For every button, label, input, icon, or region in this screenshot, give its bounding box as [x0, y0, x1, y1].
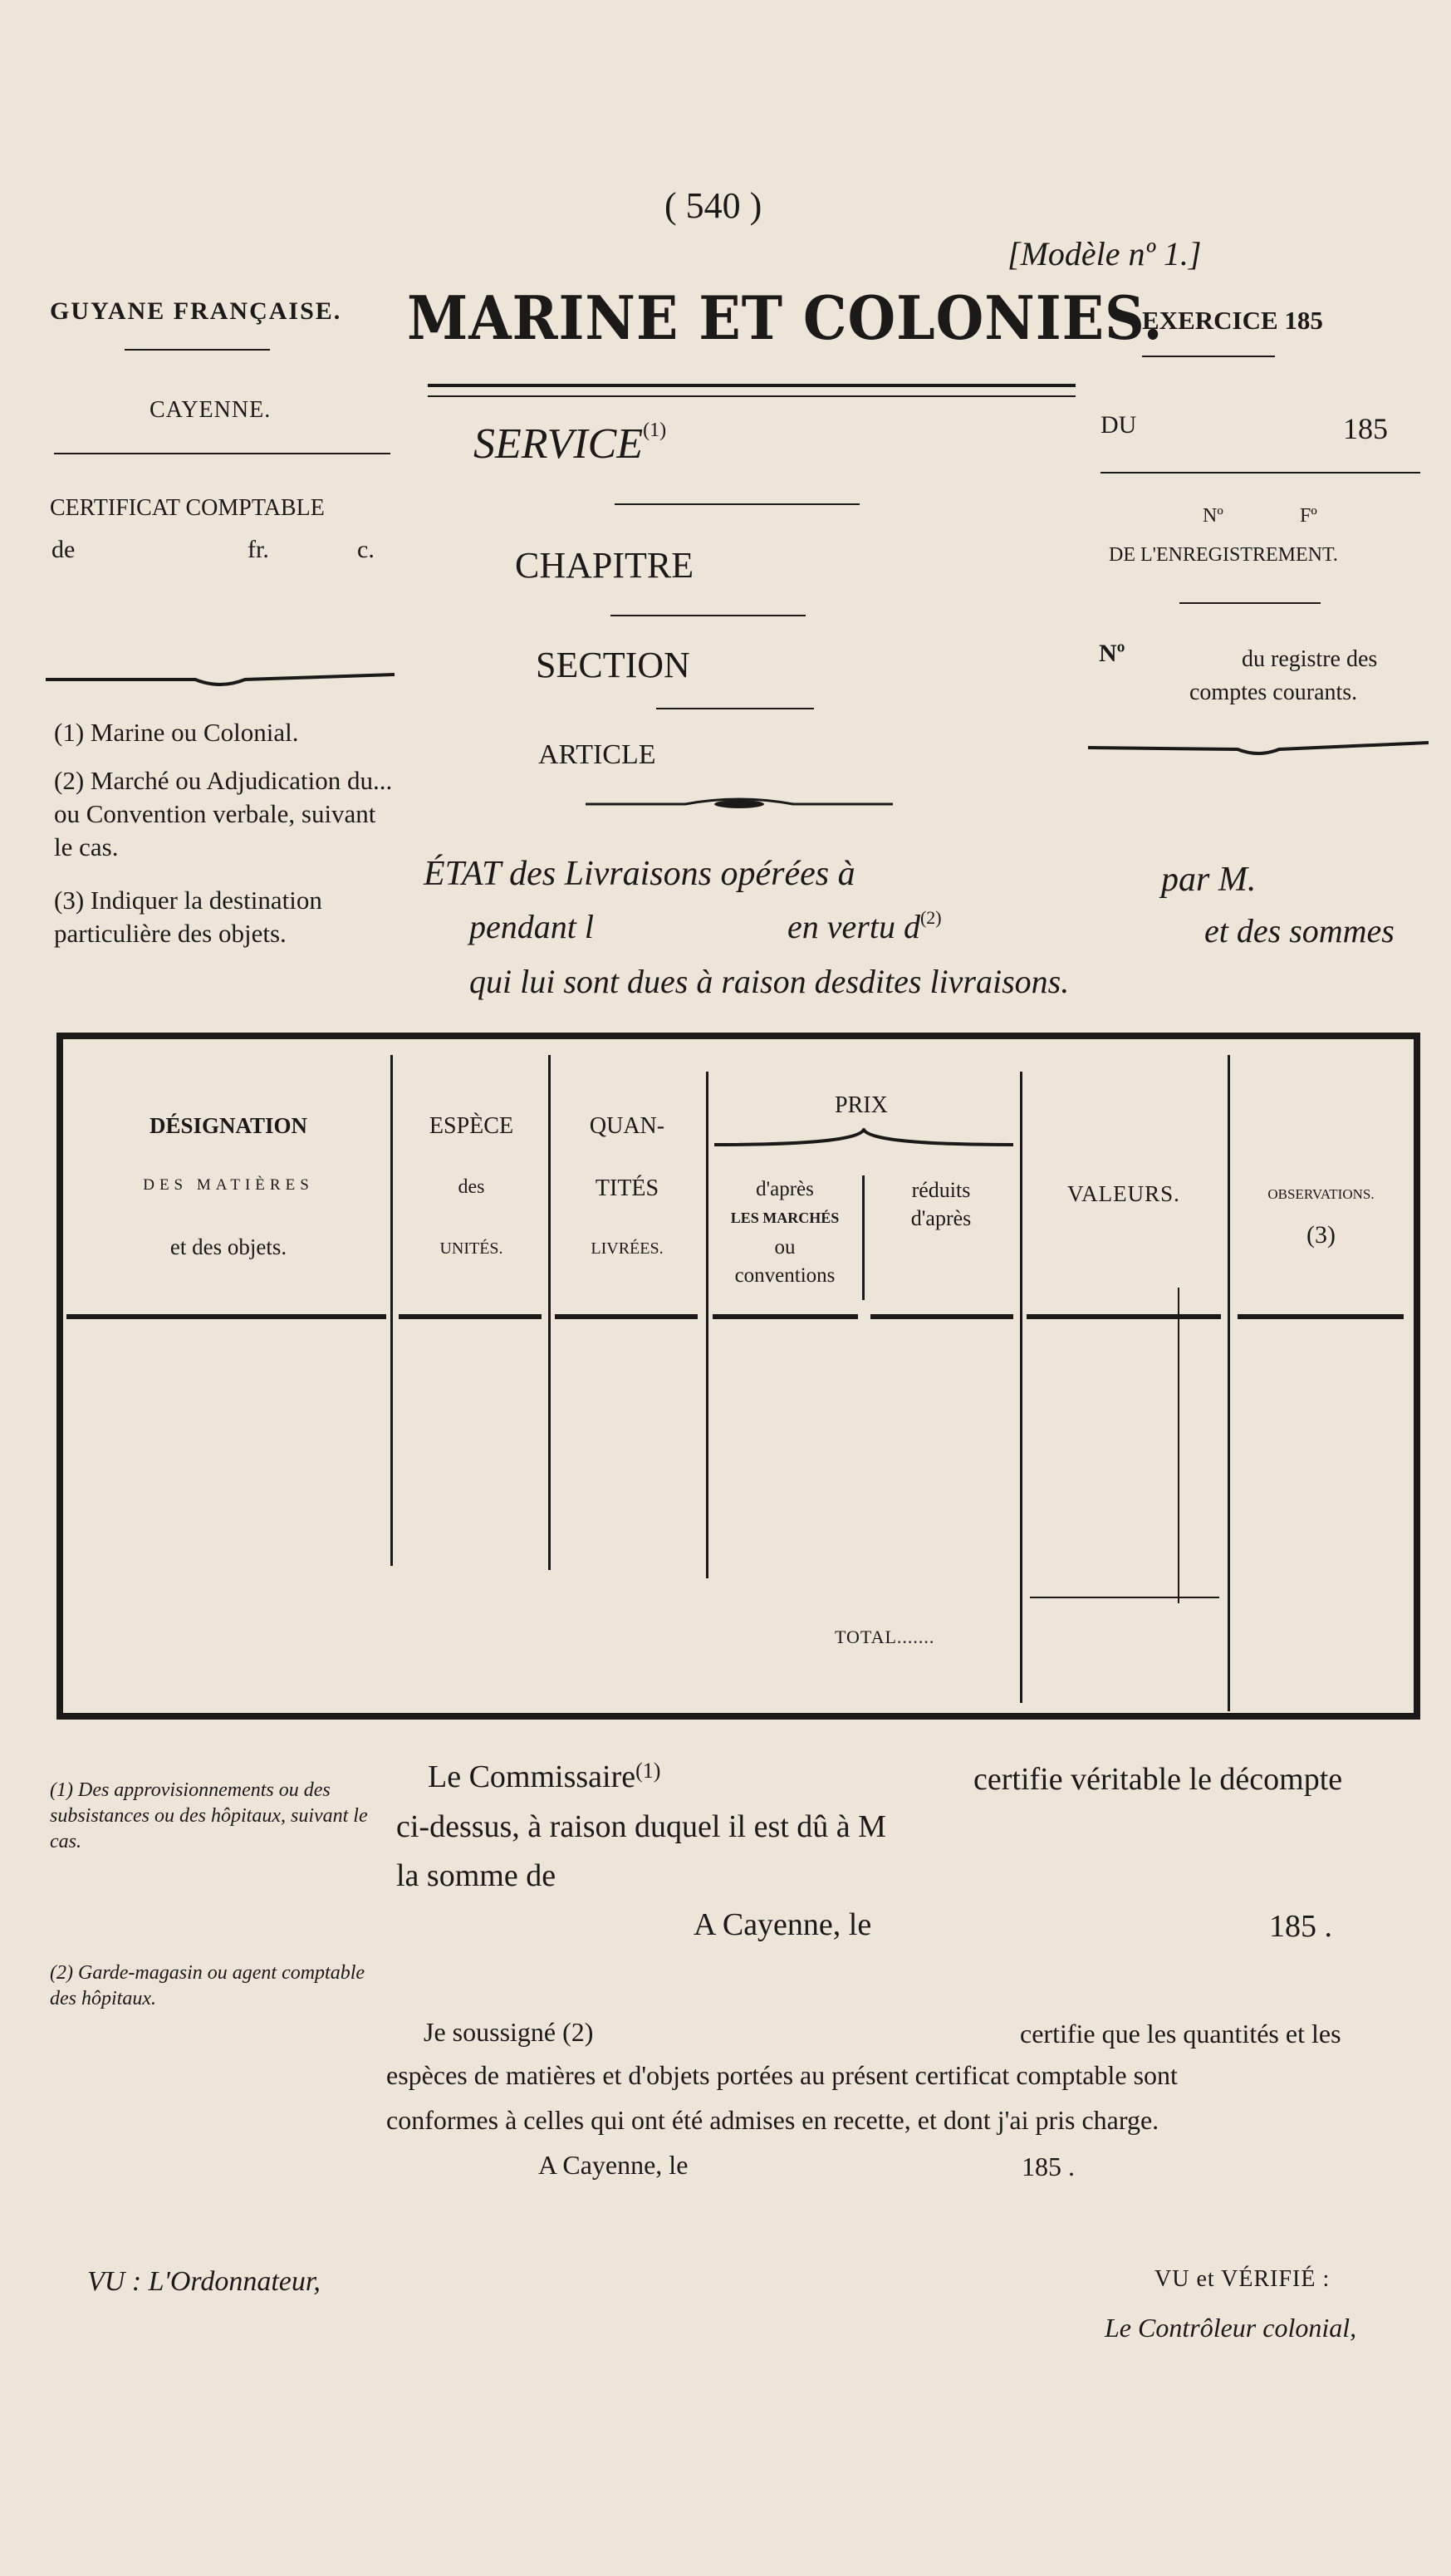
- col7-header-b: (3): [1306, 1221, 1336, 1249]
- service-rule: [615, 503, 860, 505]
- valeurs-subline: [1178, 1288, 1179, 1603]
- service-text: SERVICE: [473, 420, 644, 468]
- table-right-border: [1414, 1033, 1420, 1718]
- exercice-label: EXERCICE 185: [1142, 306, 1323, 335]
- header-rule-1: [66, 1314, 386, 1319]
- etat-line2-c: et des sommes: [1204, 912, 1395, 949]
- prix-brace: [714, 1128, 1013, 1153]
- ornament-right: [1088, 739, 1429, 764]
- modele-label: [Modèle nº 1.]: [1007, 235, 1202, 272]
- header-rule-7: [1238, 1314, 1404, 1319]
- header-rule-2: [399, 1314, 542, 1319]
- header-rule-5: [870, 1314, 1013, 1319]
- etat-line2-a: pendant l: [469, 908, 594, 945]
- colony-label: GUYANE FRANÇAISE.: [50, 297, 342, 325]
- soussigne-year: 185 .: [1022, 2152, 1075, 2181]
- col4-header-b: LES MARCHÉS: [730, 1209, 840, 1226]
- col7-header-a: OBSERVATIONS.: [1267, 1186, 1375, 1202]
- section-label: SECTION: [536, 645, 690, 685]
- col2-header-b: des: [458, 1176, 485, 1198]
- etat-line3: qui lui sont dues à raison desdites livraisons.: [469, 963, 1070, 1000]
- col1-header-a: DÉSIGNATION: [149, 1113, 308, 1138]
- table-bottom-border: [56, 1713, 1420, 1720]
- article-label: ARTICLE: [538, 739, 656, 770]
- col5-header-a: réduits: [911, 1178, 971, 1202]
- service-note: (1): [643, 420, 667, 441]
- total-rule: [1030, 1597, 1219, 1598]
- chapitre-label: CHAPITRE: [515, 545, 694, 586]
- main-title: MARINE ET COLONIES.: [407, 282, 1164, 353]
- col2-header-a: ESPÈCE: [429, 1113, 514, 1139]
- col1-header-b: DES MATIÈRES: [143, 1176, 314, 1194]
- side-note-1: (1) Marine ou Colonial.: [54, 718, 299, 747]
- header-rule-4: [713, 1314, 858, 1319]
- col1-header-c: et des objets.: [169, 1234, 287, 1259]
- du-label: DU: [1101, 411, 1137, 439]
- commissaire-line1-a: [428, 1759, 660, 1795]
- side-note-3: (3) Indiquer la destination particulière des objets.: [54, 886, 322, 948]
- title-rule-1: [428, 384, 1076, 387]
- commissaire-year: 185 .: [1269, 1909, 1332, 1944]
- article-ornament: [586, 796, 893, 812]
- col-sep-5: [1020, 1072, 1022, 1703]
- side-note-2: (2) Marché ou Adjudication du... ou Convention verbale, suivant le cas.: [54, 766, 393, 861]
- section-rule: [656, 708, 814, 709]
- chapitre-rule: [610, 615, 806, 616]
- commissaire-line3: la somme de: [396, 1858, 556, 1893]
- exercice-underline: [1142, 356, 1275, 357]
- ornament-left: [46, 665, 395, 698]
- page-number: ( 540 ): [664, 185, 762, 226]
- registre-no: Nº: [1099, 640, 1125, 667]
- commissaire-note: (1): [635, 1759, 661, 1783]
- header-rule-3: [555, 1314, 698, 1319]
- registre-line2: comptes courants.: [1189, 680, 1358, 705]
- no-label: Nº: [1203, 505, 1223, 527]
- cert-title: CERTIFICAT COMPTABLE: [50, 495, 325, 521]
- etat-line2-note: (2): [919, 907, 942, 928]
- col3-header-a: QUAN-: [589, 1113, 665, 1139]
- registre-line1: du registre des: [1242, 646, 1378, 672]
- commissaire-place: A Cayenne, le: [694, 1907, 872, 1942]
- col5-header-b: d'après: [910, 1206, 972, 1230]
- col-sep-3: [706, 1072, 708, 1578]
- soussigne-place: A Cayenne, le: [538, 2150, 689, 2180]
- col-sep-4: [862, 1175, 865, 1300]
- footer-verifie: VU et VÉRIFIÉ :: [1154, 2266, 1331, 2292]
- col4-header-c: ou: [774, 1236, 796, 1259]
- etat-line2-b: [787, 907, 942, 946]
- table-left-border: [56, 1033, 63, 1718]
- col4-header-a: d'après: [756, 1178, 814, 1200]
- city-rule: [54, 453, 390, 454]
- soussigne-line1-a: Je soussigné (2): [424, 2017, 594, 2047]
- cert-c: c.: [357, 536, 375, 563]
- cert-de: de: [51, 536, 76, 563]
- etat-line2-b-text: en vertu d: [787, 908, 920, 945]
- cert-fr: fr.: [248, 536, 269, 563]
- col6-header: VALEURS.: [1067, 1181, 1180, 1206]
- etat-line1-a: ÉTAT des Livraisons opérées à: [424, 855, 855, 893]
- col-sep-6: [1228, 1055, 1230, 1711]
- etat-line1-b: par M.: [1161, 861, 1257, 899]
- commissaire-line2: ci-dessus, à raison duquel il est dû à M: [396, 1809, 886, 1844]
- soussigne-line1-b: certifie que les quantités et les: [1020, 2019, 1341, 2049]
- city-label: CAYENNE.: [150, 397, 272, 423]
- lower-note-1: (1) Des approvisionnements ou des subsistances ou des hôpitaux, suivant le cas.: [50, 1779, 368, 1852]
- du-rule: [1101, 472, 1420, 473]
- total-label: TOTAL.......: [835, 1627, 935, 1647]
- prix-header: PRIX: [835, 1092, 888, 1118]
- service-label: [473, 420, 666, 469]
- enregistrement-label: DE L'ENREGISTREMENT.: [1109, 544, 1338, 566]
- soussigne-line3: conformes à celles qui ont été admises en recette, et dont j'ai pris charge.: [386, 2105, 1159, 2135]
- header-rule-6: [1027, 1314, 1221, 1319]
- lower-note-2: (2) Garde-magasin ou agent comptable des hôpitaux.: [50, 1962, 365, 2009]
- title-rule-2: [428, 395, 1076, 397]
- du-year: 185: [1343, 412, 1388, 445]
- footer-ordonnateur: VU : L'Ordonnateur,: [87, 2266, 321, 2297]
- colony-underline: [125, 349, 270, 351]
- commissaire-text: Le Commissaire: [428, 1759, 636, 1794]
- col-sep-2: [548, 1055, 551, 1570]
- col4-header-d: conventions: [734, 1264, 836, 1287]
- col3-header-c: LIVRÉES.: [591, 1239, 664, 1258]
- col2-header-c: UNITÉS.: [439, 1239, 503, 1258]
- table-top-border: [56, 1033, 1420, 1039]
- col3-header-b: TITÉS: [595, 1175, 659, 1201]
- footer-controleur: Le Contrôleur colonial,: [1105, 2313, 1357, 2343]
- soussigne-line2: espèces de matières et d'objets portées au présent certificat comptable sont: [386, 2060, 1178, 2090]
- fo-label: Fº: [1300, 505, 1317, 527]
- enregistrement-rule: [1179, 602, 1321, 604]
- col-sep-1: [390, 1055, 393, 1566]
- commissaire-line1-b: certifie véritable le décompte: [973, 1762, 1343, 1797]
